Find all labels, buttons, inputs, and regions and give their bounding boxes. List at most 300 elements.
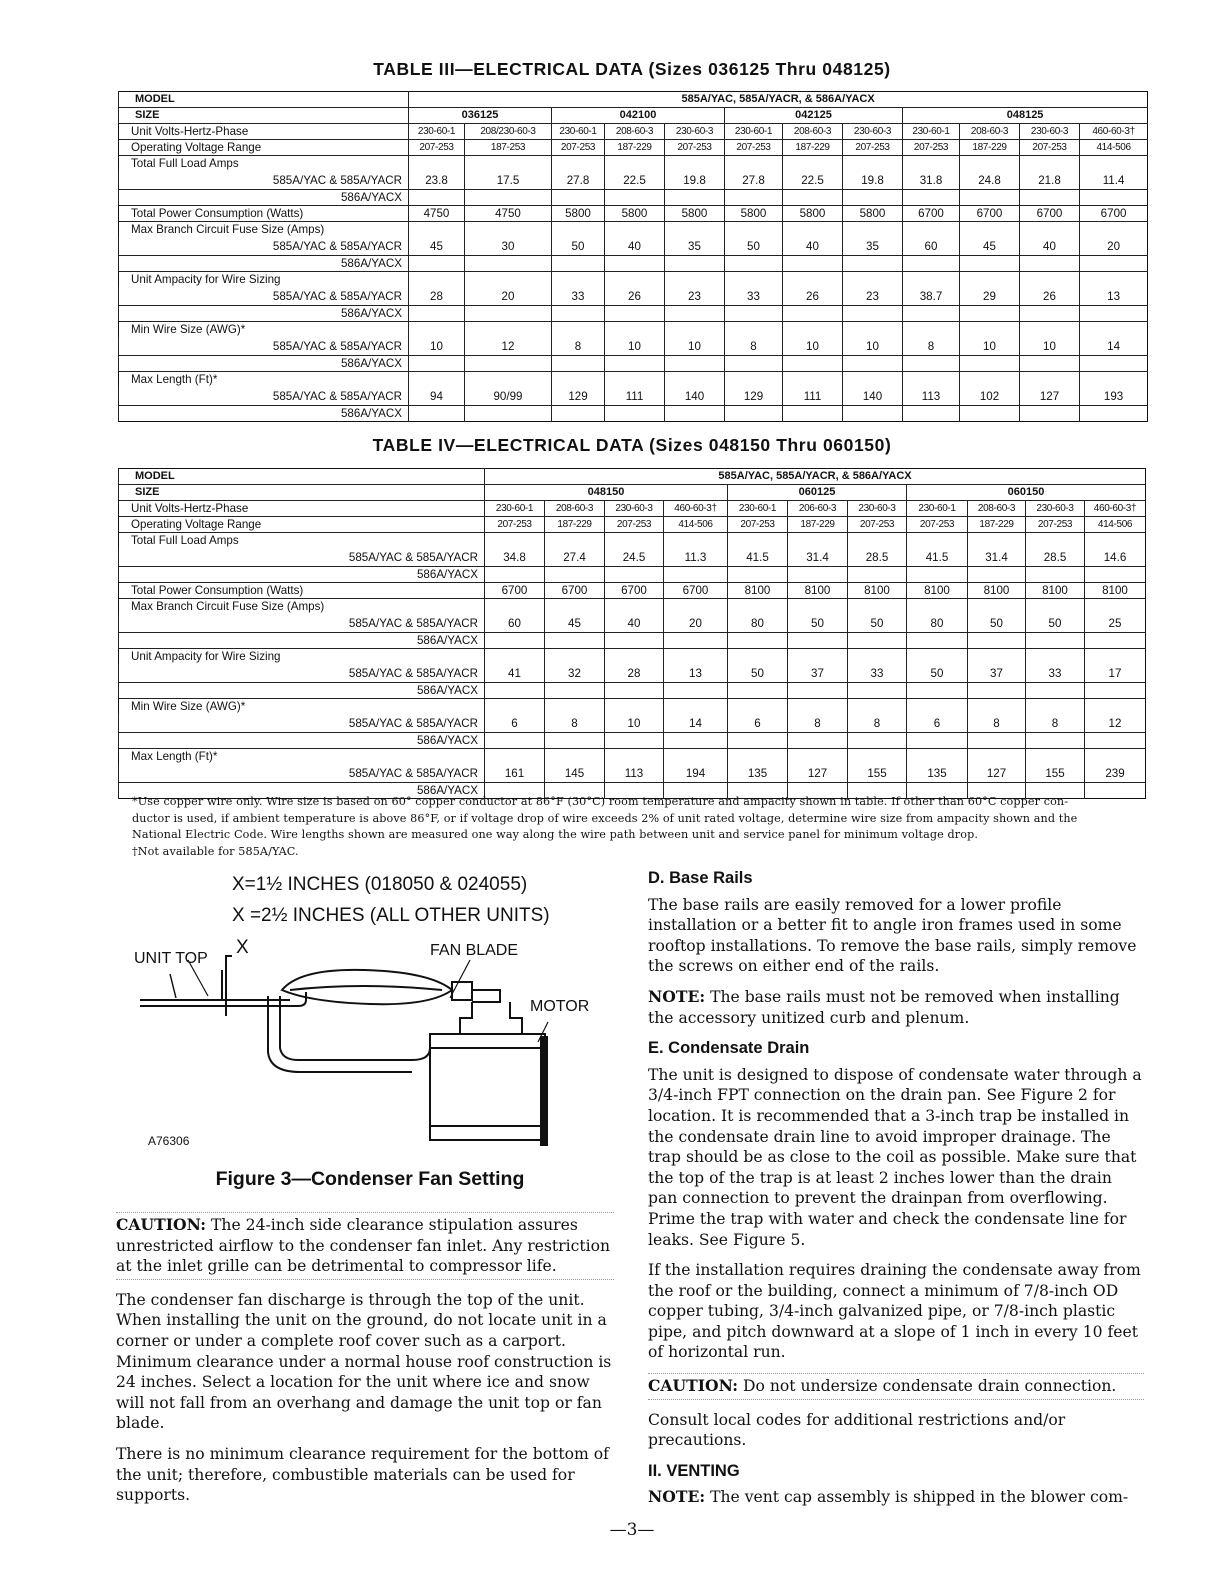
model-value: 585A/YAC, 585A/YACR, & 586A/YACX: [409, 92, 1148, 108]
condenser-fan-setting-diagram: [130, 930, 590, 1160]
empty-cell: [665, 306, 725, 322]
table-row: [119, 387, 1148, 406]
empty-cell: [1080, 356, 1148, 372]
note-text: The vent cap assembly is shipped in the blower com-: [710, 1488, 1129, 1507]
table-cell: 230-60-3: [848, 501, 907, 517]
table-cell: 50: [907, 664, 968, 683]
table-cell: 8: [848, 714, 907, 733]
table-cell: 230-60-1: [485, 501, 545, 517]
empty-cell: [1085, 599, 1146, 615]
empty-cell: [843, 306, 903, 322]
row-label: Max Length (Ft)*: [119, 749, 485, 765]
table-row: [119, 664, 1146, 683]
table-cell: 460-60-3†: [1080, 124, 1148, 140]
table-cell: 19.8: [843, 171, 903, 190]
group-header-row: [119, 533, 1146, 549]
table-cell: 8100: [1026, 583, 1085, 599]
empty-cell: [960, 256, 1020, 272]
empty-cell: [968, 683, 1026, 699]
table-cell: 8100: [788, 583, 848, 599]
empty-cell: [665, 190, 725, 206]
table-row: [119, 190, 1148, 206]
empty-cell: [545, 567, 605, 583]
empty-cell: [788, 699, 848, 715]
note-text: The base rails must not be removed when installing the accessory unitized curb and plenum.: [648, 987, 1120, 1027]
empty-cell: [1020, 256, 1080, 272]
table-row: [119, 733, 1146, 749]
motor-label: MOTOR: [530, 998, 590, 1015]
venting-note: [648, 1487, 1144, 1508]
empty-cell: [1080, 372, 1148, 388]
empty-cell: [788, 649, 848, 665]
table-cell: 6700: [545, 583, 605, 599]
row-label: Min Wire Size (AWG)*: [119, 699, 485, 715]
empty-cell: [1020, 156, 1080, 172]
empty-cell: [664, 533, 728, 549]
empty-cell: [843, 322, 903, 338]
empty-cell: [848, 533, 907, 549]
empty-cell: [409, 406, 465, 422]
table-cell: 8: [788, 714, 848, 733]
section-e-heading: E. Condensate Drain: [648, 1039, 810, 1058]
table-cell: 22.5: [605, 171, 665, 190]
empty-cell: [1080, 256, 1148, 272]
table-row: [119, 237, 1148, 256]
empty-cell: [1080, 306, 1148, 322]
table-cell: 207-253: [409, 140, 465, 156]
table-cell: 207-253: [552, 140, 605, 156]
empty-cell: [485, 683, 545, 699]
table-cell: 111: [783, 387, 843, 406]
table-cell: 102: [960, 387, 1020, 406]
figure-dim-line-1: X=1½ INCHES (018050 & 024055): [232, 874, 528, 895]
table-cell: 129: [725, 387, 783, 406]
table-cell: 5800: [783, 206, 843, 222]
group-header-row: [119, 599, 1146, 615]
footnote-line: *Use copper wire only. Wire size is based on 60° copper conductor at 86°F (30°C) room temperature and ampacity shown in table. If other than 60°C copper con-: [132, 795, 1069, 808]
section-e-text-1: The unit is designed to dispose of condensate water through a 3/4-inch FPT connection on the drain pan. See Figure 2 for location. It is recommended that a 3-inch trap be installed in the condensate drain line to avoid improper drainage. The trap should be as close to the coil as possible. Make sure that the top of the trap is at least 2 inches lower than the drain pan connection to prevent the drainpan from overflowing. Prime the trap with water and check the condensate line for leaks. See Figure 5.: [648, 1065, 1142, 1249]
empty-cell: [552, 372, 605, 388]
table-cell: 6700: [664, 583, 728, 599]
paragraph-fan-discharge: The condenser fan discharge is through the top of the unit. When installing the unit on the ground, do not locate unit in a corner or under a complete roof cover such as a carport. Minimum clearance under a normal house roof construction is 24 inches. Select a location for the unit where ice and snow will not fall from an overhang and damage the unit top or fan blade.: [116, 1290, 612, 1433]
empty-cell: [728, 683, 788, 699]
table-row: [119, 633, 1146, 649]
table-cell: 21.8: [1020, 171, 1080, 190]
empty-cell: [409, 306, 465, 322]
empty-cell: [907, 633, 968, 649]
table-cell: 40: [783, 237, 843, 256]
size-label: SIZE: [119, 108, 409, 124]
empty-cell: [485, 749, 545, 765]
footnote-line: †Not available for 585A/YAC.: [132, 844, 299, 858]
left-column: [116, 1212, 614, 1516]
row-sublabel: 586A/YACX: [119, 406, 409, 422]
empty-cell: [903, 322, 960, 338]
row-sublabel: 585A/YAC & 585A/YACR: [119, 387, 409, 406]
table-cell: 10: [783, 337, 843, 356]
empty-cell: [1020, 222, 1080, 238]
empty-cell: [725, 190, 783, 206]
empty-cell: [485, 649, 545, 665]
unit-top-label: UNIT TOP: [134, 950, 208, 967]
table-cell: 129: [552, 387, 605, 406]
empty-cell: [968, 749, 1026, 765]
table-cell: 25: [1085, 614, 1146, 633]
empty-cell: [960, 156, 1020, 172]
empty-cell: [545, 699, 605, 715]
empty-cell: [960, 306, 1020, 322]
table-3-title: TABLE III—ELECTRICAL DATA (Sizes 036125 Thru 048125): [373, 59, 891, 79]
group-header-row: [119, 272, 1148, 288]
table-cell: 26: [605, 287, 665, 306]
empty-cell: [465, 190, 552, 206]
section-d-text: The base rails are easily removed for a lower profile installation or a better fit to angle iron frames used in some rooftop installations. To remove the base rails, simply remove the screws on either end of the rails.: [648, 895, 1137, 976]
empty-cell: [409, 156, 465, 172]
empty-cell: [605, 533, 664, 549]
empty-cell: [960, 190, 1020, 206]
empty-cell: [783, 272, 843, 288]
table-cell: 207-253: [728, 517, 788, 533]
empty-cell: [552, 190, 605, 206]
table-cell: 45: [960, 237, 1020, 256]
empty-cell: [728, 567, 788, 583]
row-label: Unit Volts-Hertz-Phase: [119, 501, 485, 517]
empty-cell: [907, 699, 968, 715]
empty-cell: [1020, 306, 1080, 322]
empty-cell: [843, 372, 903, 388]
table-cell: 20: [465, 287, 552, 306]
group-header-row: [119, 649, 1146, 665]
empty-cell: [968, 533, 1026, 549]
table-cell: 14: [1080, 337, 1148, 356]
empty-cell: [1026, 533, 1085, 549]
table-footnotes: [132, 794, 1077, 860]
table-cell: 6700: [485, 583, 545, 599]
empty-cell: [664, 567, 728, 583]
empty-cell: [907, 533, 968, 549]
empty-cell: [1026, 633, 1085, 649]
empty-cell: [968, 599, 1026, 615]
table-row: [119, 614, 1146, 633]
table-cell: 20: [1080, 237, 1148, 256]
table-3-electrical-data: [118, 91, 1148, 422]
table-cell: 207-253: [907, 517, 968, 533]
table-4-title: TABLE IV—ELECTRICAL DATA (Sizes 048150 Thru 060150): [372, 435, 892, 455]
table-cell: 206-60-3: [788, 501, 848, 517]
row-label: Operating Voltage Range: [119, 517, 485, 533]
row-sublabel: 585A/YAC & 585A/YACR: [119, 171, 409, 190]
table-cell: 60: [485, 614, 545, 633]
table-cell: 8: [1026, 714, 1085, 733]
table-cell: 50: [968, 614, 1026, 633]
table-cell: 26: [783, 287, 843, 306]
row-sublabel: 586A/YACX: [119, 190, 409, 206]
size-header: 036125: [409, 108, 552, 124]
table-cell: 187-229: [960, 140, 1020, 156]
empty-cell: [545, 633, 605, 649]
table-cell: 207-253: [725, 140, 783, 156]
empty-cell: [725, 256, 783, 272]
empty-cell: [665, 156, 725, 172]
row-label: Unit Ampacity for Wire Sizing: [119, 649, 485, 665]
table-cell: 193: [1080, 387, 1148, 406]
table-cell: 207-253: [1026, 517, 1085, 533]
table-cell: 28: [409, 287, 465, 306]
empty-cell: [1085, 749, 1146, 765]
table-cell: 30: [465, 237, 552, 256]
table-cell: 50: [1026, 614, 1085, 633]
model-row: [119, 469, 1146, 485]
empty-cell: [1085, 783, 1146, 799]
row-label: Min Wire Size (AWG)*: [119, 322, 409, 338]
empty-cell: [725, 356, 783, 372]
empty-cell: [665, 372, 725, 388]
empty-cell: [665, 222, 725, 238]
table-cell: 33: [552, 287, 605, 306]
table-cell: 27.4: [545, 548, 605, 567]
group-header-row: [119, 749, 1146, 765]
empty-cell: [485, 699, 545, 715]
table-cell: 6700: [960, 206, 1020, 222]
row-sublabel: 586A/YACX: [119, 783, 485, 799]
caution-clearance: [116, 1212, 614, 1280]
table-cell: 33: [1026, 664, 1085, 683]
size-header: 060125: [728, 485, 907, 501]
table-cell: 5800: [665, 206, 725, 222]
empty-cell: [1085, 683, 1146, 699]
empty-cell: [665, 272, 725, 288]
group-header-row: [119, 322, 1148, 338]
row-sublabel: 585A/YAC & 585A/YACR: [119, 614, 485, 633]
empty-cell: [903, 306, 960, 322]
table-cell: 23: [843, 287, 903, 306]
table-row: [119, 256, 1148, 272]
empty-cell: [605, 406, 665, 422]
table-cell: 207-253: [903, 140, 960, 156]
caution-drain: [648, 1373, 1144, 1400]
footnote-line: National Electric Code. Wire lengths shown are measured one way along the wire path between unit and service panel for minimum voltage drop.: [132, 828, 979, 842]
table-cell: 11.3: [664, 548, 728, 567]
table-cell: 208-60-3: [783, 124, 843, 140]
empty-cell: [728, 649, 788, 665]
table-cell: 10: [605, 714, 664, 733]
empty-cell: [725, 372, 783, 388]
size-header: 042125: [725, 108, 903, 124]
empty-cell: [725, 156, 783, 172]
table-cell: 40: [605, 614, 664, 633]
row-sublabel: 585A/YAC & 585A/YACR: [119, 764, 485, 783]
table-cell: 207-253: [605, 517, 664, 533]
table-cell: 113: [903, 387, 960, 406]
table-cell: 31.8: [903, 171, 960, 190]
table-cell: 6: [485, 714, 545, 733]
empty-cell: [1026, 599, 1085, 615]
table-cell: 80: [907, 614, 968, 633]
table-cell: 5800: [605, 206, 665, 222]
table-row: [119, 406, 1148, 422]
empty-cell: [552, 156, 605, 172]
empty-cell: [903, 356, 960, 372]
empty-cell: [545, 649, 605, 665]
empty-cell: [1080, 322, 1148, 338]
size-row: [119, 108, 1148, 124]
empty-cell: [968, 567, 1026, 583]
empty-cell: [903, 190, 960, 206]
empty-cell: [1026, 683, 1085, 699]
empty-cell: [665, 406, 725, 422]
table-cell: 23.8: [409, 171, 465, 190]
table-cell: 26: [1020, 287, 1080, 306]
row-label: Unit Volts-Hertz-Phase: [119, 124, 409, 140]
table-cell: 27.8: [725, 171, 783, 190]
empty-cell: [960, 356, 1020, 372]
section-e-text-2: If the installation requires draining the condensate away from the roof or the building, connect a minimum of 7/8-inch OD copper tubing, 3/4-inch galvanized pipe, or 7/8-inch plastic pipe, and pitch downward at a slope of 1 inch in every 10 feet of horizontal run.: [648, 1261, 1141, 1362]
table-cell: 230-60-3: [1020, 124, 1080, 140]
table-cell: 5800: [552, 206, 605, 222]
empty-cell: [552, 322, 605, 338]
table-cell: 34.8: [485, 548, 545, 567]
empty-cell: [907, 749, 968, 765]
row-label: Unit Ampacity for Wire Sizing: [119, 272, 409, 288]
table-row: [119, 337, 1148, 356]
empty-cell: [783, 190, 843, 206]
table-cell: 10: [1020, 337, 1080, 356]
table-cell: 8: [968, 714, 1026, 733]
row-sublabel: 586A/YACX: [119, 306, 409, 322]
empty-cell: [903, 272, 960, 288]
row-sublabel: 585A/YAC & 585A/YACR: [119, 237, 409, 256]
table-cell: 23: [665, 287, 725, 306]
empty-cell: [409, 272, 465, 288]
table-row: [119, 140, 1148, 156]
table-cell: 140: [665, 387, 725, 406]
empty-cell: [1020, 190, 1080, 206]
empty-cell: [605, 190, 665, 206]
empty-cell: [465, 406, 552, 422]
empty-cell: [1026, 649, 1085, 665]
table-cell: 208/230-60-3: [465, 124, 552, 140]
table-cell: 460-60-3†: [1085, 501, 1146, 517]
empty-cell: [960, 322, 1020, 338]
table-cell: 208-60-3: [545, 501, 605, 517]
table-cell: 14.6: [1085, 548, 1146, 567]
empty-cell: [968, 699, 1026, 715]
note-label: NOTE:: [648, 1487, 706, 1507]
table-cell: 8100: [968, 583, 1026, 599]
table-row: [119, 548, 1146, 567]
empty-cell: [903, 256, 960, 272]
table-cell: 414-506: [1080, 140, 1148, 156]
table-cell: 8: [903, 337, 960, 356]
table-cell: 187-229: [968, 517, 1026, 533]
table-cell: 460-60-3†: [664, 501, 728, 517]
table-cell: 113: [605, 764, 664, 783]
size-header: 048150: [485, 485, 728, 501]
empty-cell: [728, 599, 788, 615]
table-cell: 41.5: [728, 548, 788, 567]
empty-cell: [848, 733, 907, 749]
row-sublabel: 586A/YACX: [119, 567, 485, 583]
empty-cell: [907, 649, 968, 665]
empty-cell: [788, 599, 848, 615]
row-label: Total Power Consumption (Watts): [119, 583, 485, 599]
empty-cell: [409, 256, 465, 272]
empty-cell: [605, 649, 664, 665]
table-cell: 8: [725, 337, 783, 356]
table-cell: 208-60-3: [605, 124, 665, 140]
empty-cell: [903, 372, 960, 388]
table-cell: 80: [728, 614, 788, 633]
table-row: [119, 356, 1148, 372]
empty-cell: [605, 222, 665, 238]
row-sublabel: 585A/YAC & 585A/YACR: [119, 337, 409, 356]
table-cell: 29: [960, 287, 1020, 306]
empty-cell: [848, 683, 907, 699]
table-cell: 10: [665, 337, 725, 356]
empty-cell: [1020, 322, 1080, 338]
table-cell: 208-60-3: [968, 501, 1026, 517]
table-cell: 94: [409, 387, 465, 406]
table-cell: 24.5: [605, 548, 664, 567]
empty-cell: [465, 372, 552, 388]
table-cell: 230-60-3: [605, 501, 664, 517]
empty-cell: [907, 599, 968, 615]
empty-cell: [1085, 699, 1146, 715]
empty-cell: [465, 156, 552, 172]
table-cell: 187-229: [605, 140, 665, 156]
empty-cell: [1080, 406, 1148, 422]
size-header: 048125: [903, 108, 1148, 124]
table-cell: 230-60-1: [728, 501, 788, 517]
table-cell: 8: [552, 337, 605, 356]
empty-cell: [783, 222, 843, 238]
empty-cell: [1080, 222, 1148, 238]
table-cell: 230-60-1: [725, 124, 783, 140]
table-row: [119, 287, 1148, 306]
table-cell: 37: [788, 664, 848, 683]
empty-cell: [728, 699, 788, 715]
empty-cell: [545, 749, 605, 765]
empty-cell: [485, 533, 545, 549]
empty-cell: [409, 372, 465, 388]
empty-cell: [605, 372, 665, 388]
table-row: [119, 517, 1146, 533]
empty-cell: [903, 406, 960, 422]
table-cell: 50: [848, 614, 907, 633]
table-cell: 90/99: [465, 387, 552, 406]
empty-cell: [1085, 733, 1146, 749]
table-cell: 127: [1020, 387, 1080, 406]
empty-cell: [968, 649, 1026, 665]
table-cell: 17.5: [465, 171, 552, 190]
empty-cell: [1026, 749, 1085, 765]
table-cell: 127: [968, 764, 1026, 783]
table-cell: 10: [409, 337, 465, 356]
empty-cell: [725, 306, 783, 322]
table-cell: 187-229: [788, 517, 848, 533]
table-cell: 28: [605, 664, 664, 683]
size-row: [119, 485, 1146, 501]
empty-cell: [783, 356, 843, 372]
empty-cell: [665, 256, 725, 272]
figure-3-caption: Figure 3—Condenser Fan Setting: [215, 1168, 525, 1190]
empty-cell: [725, 272, 783, 288]
footnote-line: ductor is used, if ambient temperature is above 86°F, or if voltage drop of wire exceeds 2% of unit rated voltage, determine wire size from ampacity shown and the: [132, 811, 1078, 825]
empty-cell: [728, 733, 788, 749]
table-cell: 8100: [848, 583, 907, 599]
empty-cell: [960, 406, 1020, 422]
empty-cell: [664, 599, 728, 615]
